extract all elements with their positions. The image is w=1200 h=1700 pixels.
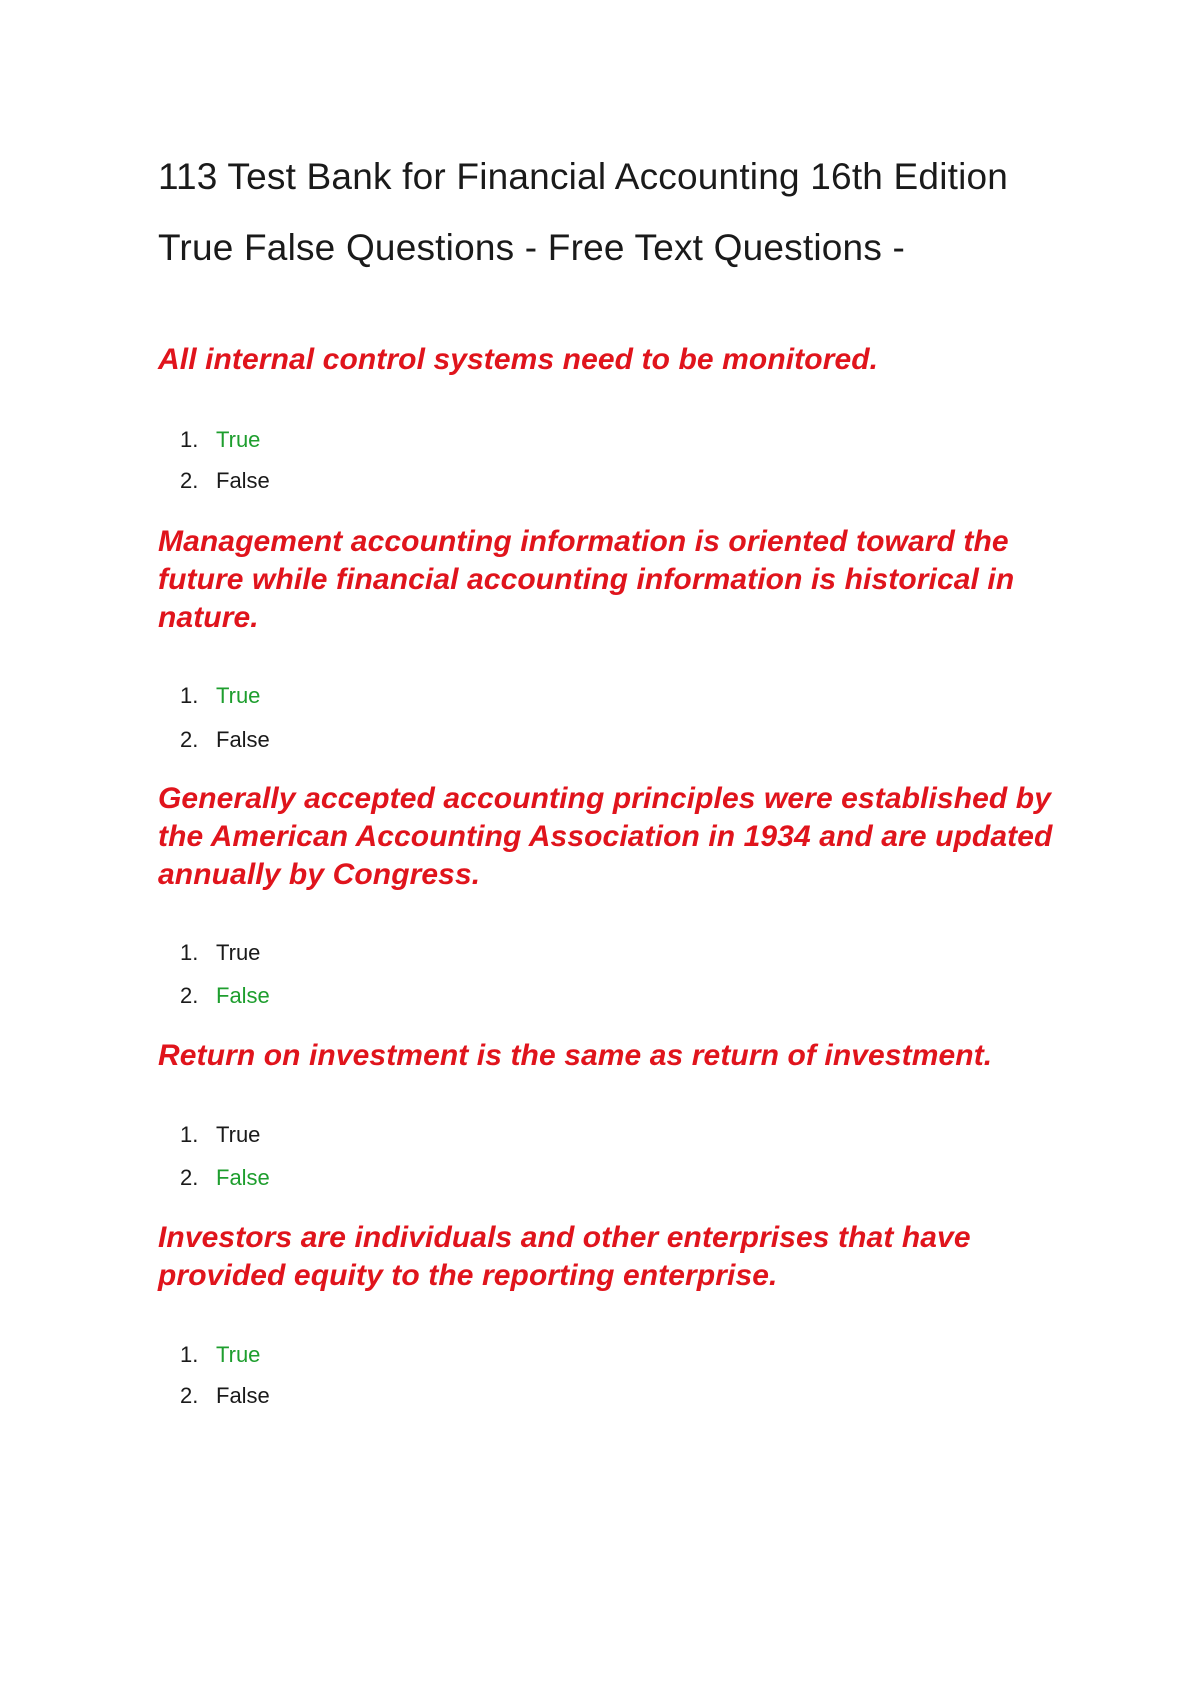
question-4-options: [180, 1124, 270, 1189]
option-number: 2.: [180, 1165, 199, 1190]
document-subtitle: True False Questions - Free Text Questions -: [158, 227, 906, 268]
option-false: [180, 470, 270, 492]
option-true: [180, 1124, 270, 1146]
question-4: Return on investment is the same as return of investment.: [158, 1039, 993, 1072]
option-label: False: [216, 1165, 270, 1190]
option-label: False: [216, 1383, 270, 1408]
question-3: Generally accepted accounting principles were established by the American Accounting Association in 1934 and are updated annually by Congress.: [158, 782, 1053, 891]
option-number: 2.: [180, 1383, 199, 1408]
option-label: True: [216, 1122, 261, 1147]
option-false: [180, 1167, 270, 1189]
question-5-options: [180, 1344, 270, 1407]
option-true: [180, 942, 270, 964]
option-true: [180, 1344, 270, 1366]
option-label: False: [216, 468, 270, 493]
option-label: False: [216, 727, 270, 752]
option-number: 2.: [180, 468, 199, 493]
question-1-options: [180, 429, 270, 492]
option-false: [180, 985, 270, 1007]
option-number: 1.: [180, 683, 199, 708]
option-number: 2.: [180, 727, 199, 752]
option-label: True: [216, 1342, 261, 1367]
question-2-options: [180, 685, 270, 751]
question-3-options: [180, 942, 270, 1007]
question-1: All internal control systems need to be monitored.: [158, 343, 879, 376]
option-label: True: [216, 683, 261, 708]
option-number: 1.: [180, 427, 199, 452]
option-number: 2.: [180, 983, 199, 1008]
question-5: Investors are individuals and other enterprises that have provided equity to the reporting enterprise.: [158, 1221, 971, 1292]
option-label: False: [216, 983, 270, 1008]
option-true: [180, 429, 270, 451]
document-title: 113 Test Bank for Financial Accounting 16th Edition: [158, 156, 1009, 197]
question-2: Management accounting information is oriented toward the future while financial accounting information is historical in nature.: [158, 525, 1015, 634]
option-number: 1.: [180, 1122, 199, 1147]
option-number: 1.: [180, 1342, 199, 1367]
option-number: 1.: [180, 940, 199, 965]
option-label: True: [216, 940, 261, 965]
option-false: [180, 729, 270, 751]
option-false: [180, 1385, 270, 1407]
option-label: True: [216, 427, 261, 452]
option-true: [180, 685, 270, 707]
